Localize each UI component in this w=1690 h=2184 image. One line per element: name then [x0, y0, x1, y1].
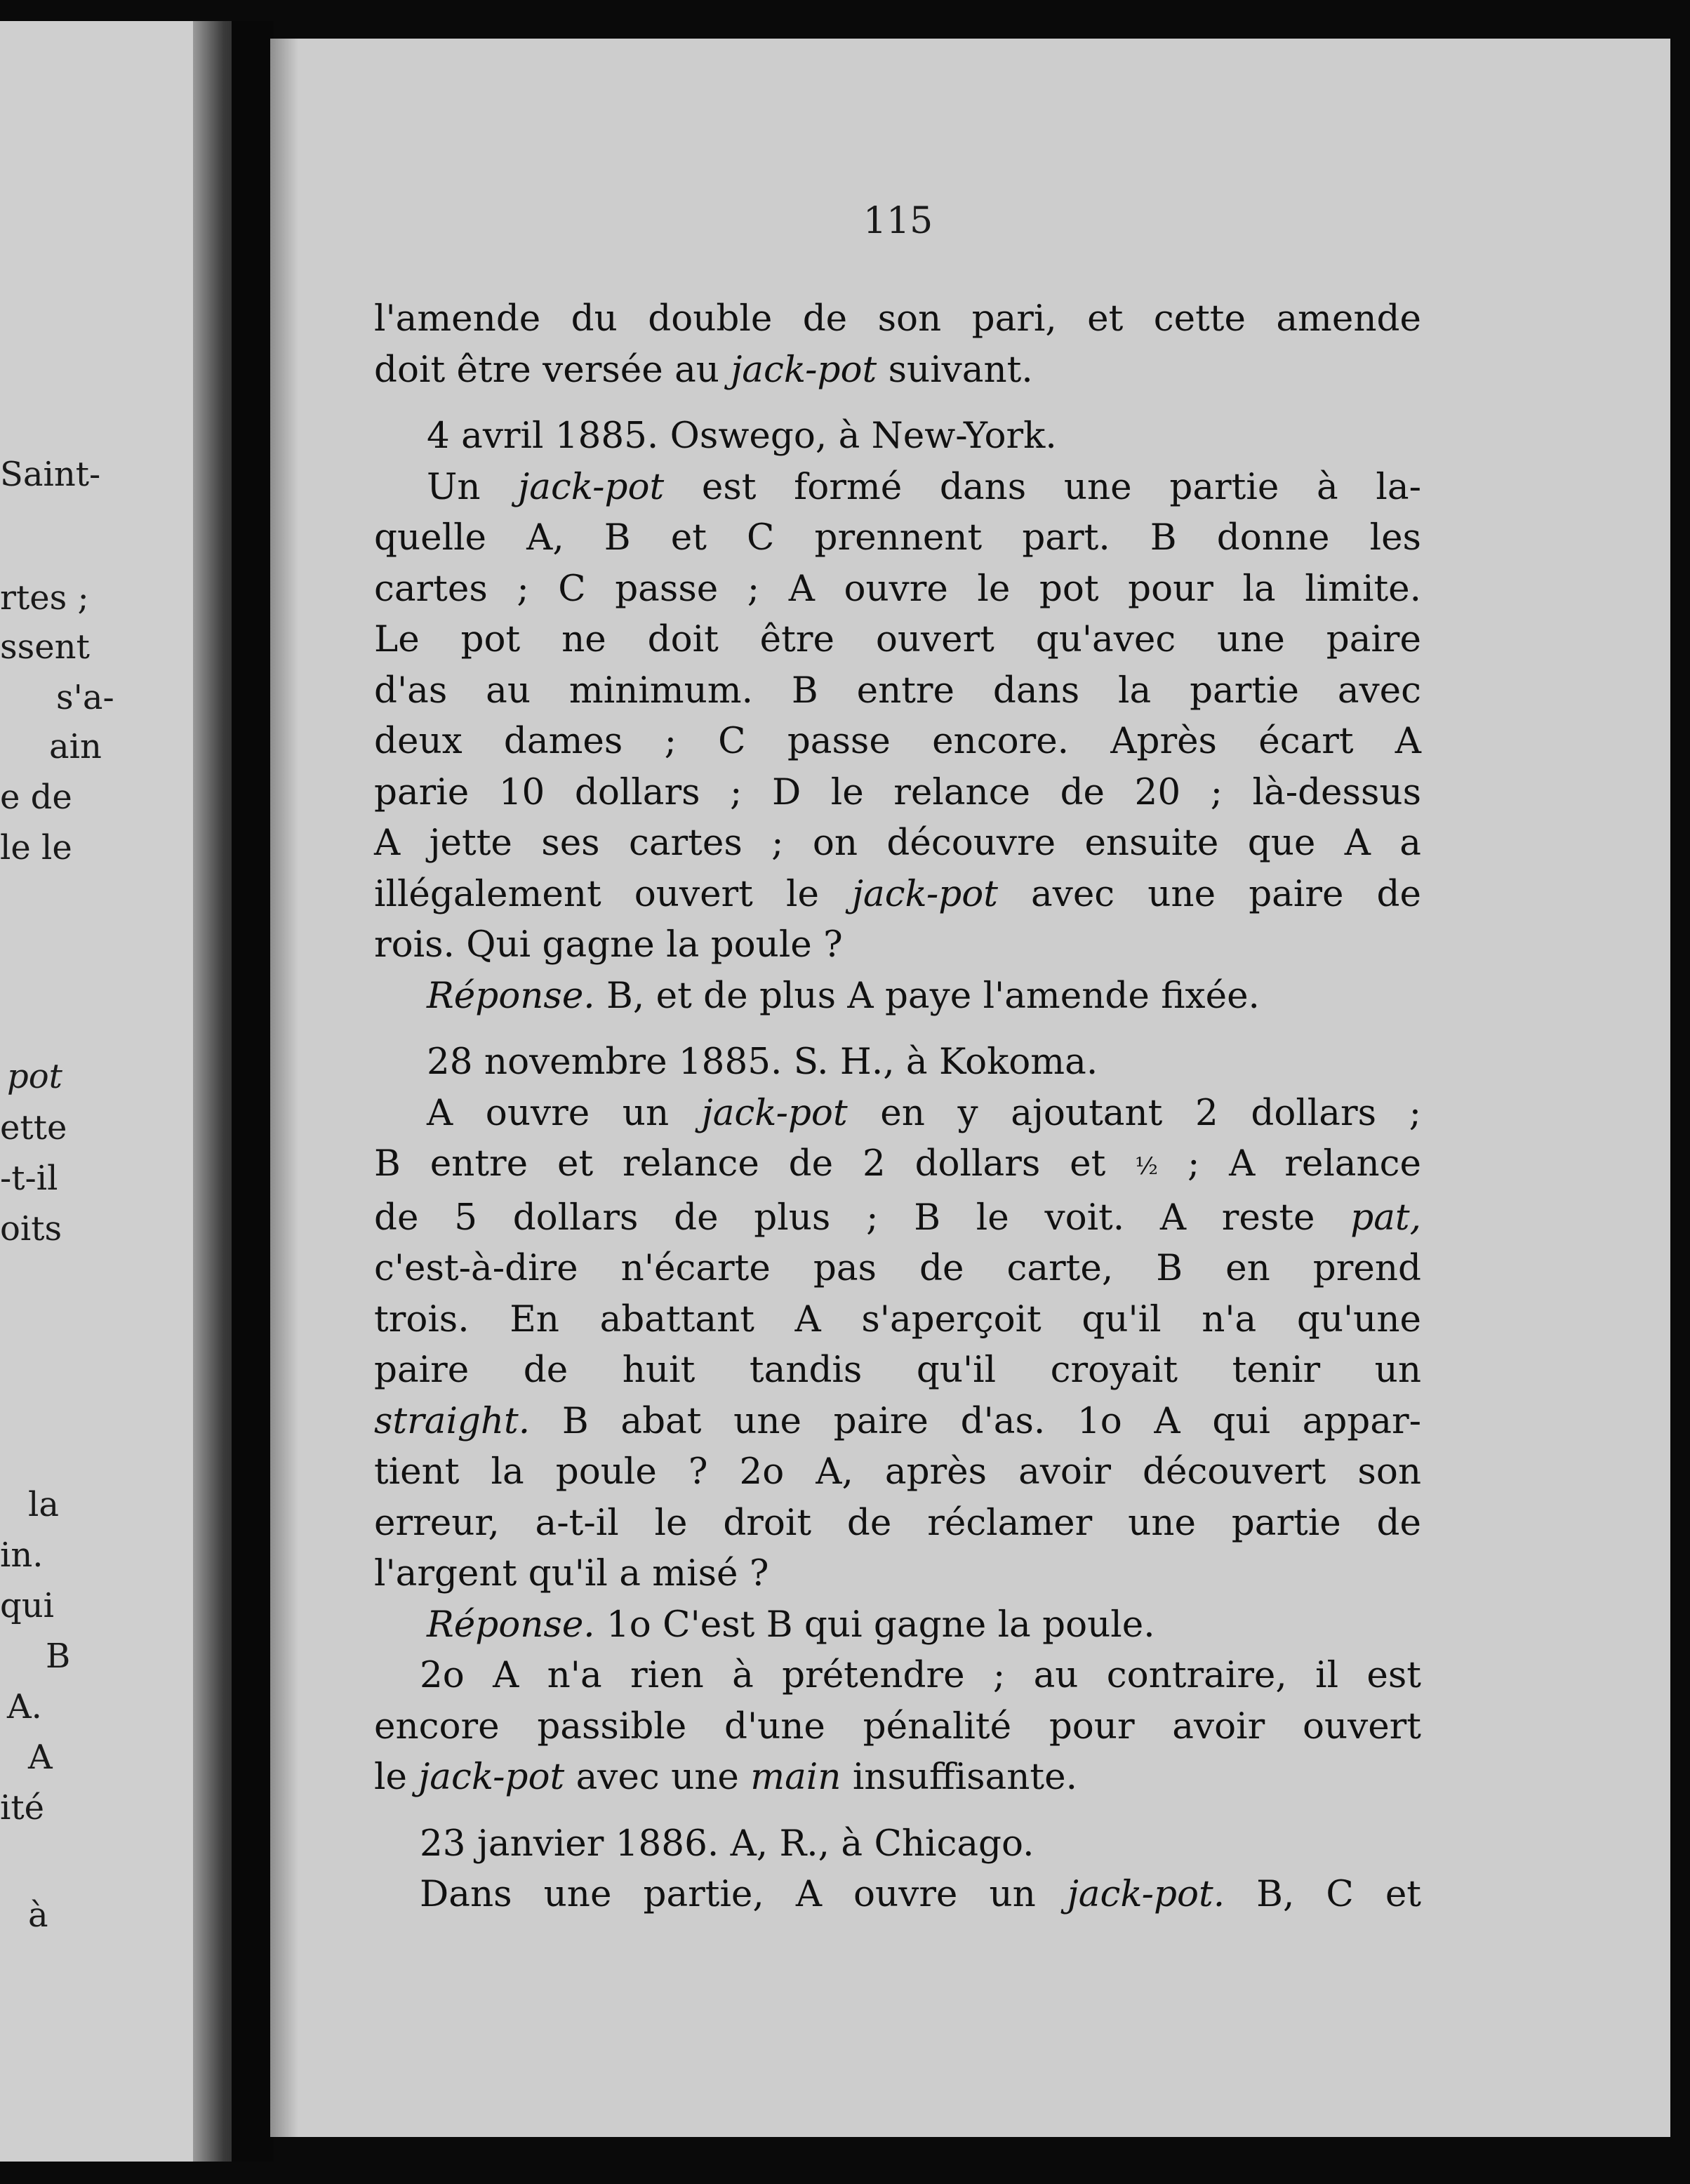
text-line: parie 10 dollars ; D le relance de 20 ; là-dessus	[374, 771, 1421, 813]
answer-line: Réponse. B, et de plus A paye l'amende fixée.	[427, 974, 1260, 1017]
text-line: Le pot ne doit être ouvert qu'avec une paire	[374, 618, 1421, 660]
text-line: Dans une partie, A ouvre un jack-pot. B, C et	[420, 1873, 1421, 1915]
entry-heading: 28 novembre 1885. S. H., à Kokoma.	[427, 1041, 1098, 1083]
text-line: deux dames ; C passe encore. Après écart A	[374, 720, 1421, 762]
text-line: illégalement ouvert le jack-pot avec une paire de	[374, 872, 1421, 915]
text-line: d'as au minimum. B entre dans la partie avec	[374, 669, 1421, 712]
text-line: c'est-à-dire n'écarte pas de carte, B en prend	[374, 1247, 1421, 1289]
left-fragment: la	[28, 1485, 59, 1524]
left-fragment: -t-il	[0, 1159, 58, 1198]
text-line: straight. B abat une paire d'as. 1o A qui appar-	[374, 1399, 1421, 1442]
left-fragment: oits	[0, 1209, 62, 1249]
text-line: doit être versée au jack-pot suivant.	[374, 348, 1033, 391]
body-text	[374, 293, 1421, 1920]
entry-heading: 23 janvier 1886. A, R., à Chicago.	[420, 1822, 1034, 1865]
text-line: encore passible d'une pénalité pour avoir ouvert	[374, 1705, 1421, 1747]
text-line: B entre et relance de 2 dollars et ½ ; A relance	[374, 1143, 1421, 1185]
text-line: l'argent qu'il a misé ?	[374, 1552, 769, 1594]
entry-heading: 4 avril 1885. Oswego, à New-York.	[427, 415, 1057, 457]
text-line: le jack-pot avec une main insuffisante.	[374, 1756, 1077, 1798]
text-line: 2o A n'a rien à prétendre ; au contraire, il est	[420, 1654, 1421, 1696]
text-line: de 5 dollars de plus ; B le voit. A reste pat,	[374, 1196, 1421, 1239]
left-fragment: à	[28, 1896, 48, 1935]
left-fragment: ette	[0, 1108, 67, 1147]
left-fragment: ité	[0, 1788, 45, 1827]
text-line: l'amende du double de son pari, et cette amende	[374, 298, 1421, 340]
left-fragment: le le	[0, 828, 72, 867]
left-fragment: rtes ;	[0, 578, 89, 618]
text-line: A ouvre un jack-pot en y ajoutant 2 dollars ;	[427, 1091, 1421, 1134]
page-edge-shading	[270, 39, 298, 2137]
left-fragment: ssent	[0, 627, 90, 667]
left-fragment: qui	[0, 1586, 54, 1625]
left-fragment: e de	[0, 778, 72, 817]
left-fragment: s'a-	[56, 678, 114, 717]
page-number: 115	[863, 200, 933, 242]
left-fragment: in.	[0, 1536, 44, 1575]
left-fragment: Saint-	[0, 455, 101, 494]
text-line: quelle A, B et C prennent part. B donne les	[374, 517, 1421, 559]
left-fragment: A	[28, 1738, 53, 1777]
answer-line: Réponse. 1o C'est B qui gagne la poule.	[427, 1603, 1155, 1646]
text-line: rois. Qui gagne la poule ?	[374, 924, 843, 966]
text-line: tient la poule ? 2o A, après avoir découvert son	[374, 1451, 1421, 1493]
text-line: trois. En abattant A s'aperçoit qu'il n'a qu'une	[374, 1298, 1421, 1340]
left-fragment: pot	[7, 1057, 62, 1096]
text-line: A jette ses cartes ; on découvre ensuite que A a	[374, 822, 1421, 864]
left-fragment: A.	[7, 1687, 42, 1726]
text-line: erreur, a-t-il le droit de réclamer une partie de	[374, 1501, 1421, 1544]
text-line: cartes ; C passe ; A ouvre le pot pour la limite.	[374, 567, 1421, 610]
text-line: Un jack-pot est formé dans une partie à la-	[427, 465, 1421, 508]
left-fragment: B	[46, 1637, 71, 1676]
book-spine	[232, 21, 274, 2162]
left-fragment: ain	[49, 727, 102, 766]
text-line: paire de huit tandis qu'il croyait tenir un	[374, 1349, 1421, 1391]
